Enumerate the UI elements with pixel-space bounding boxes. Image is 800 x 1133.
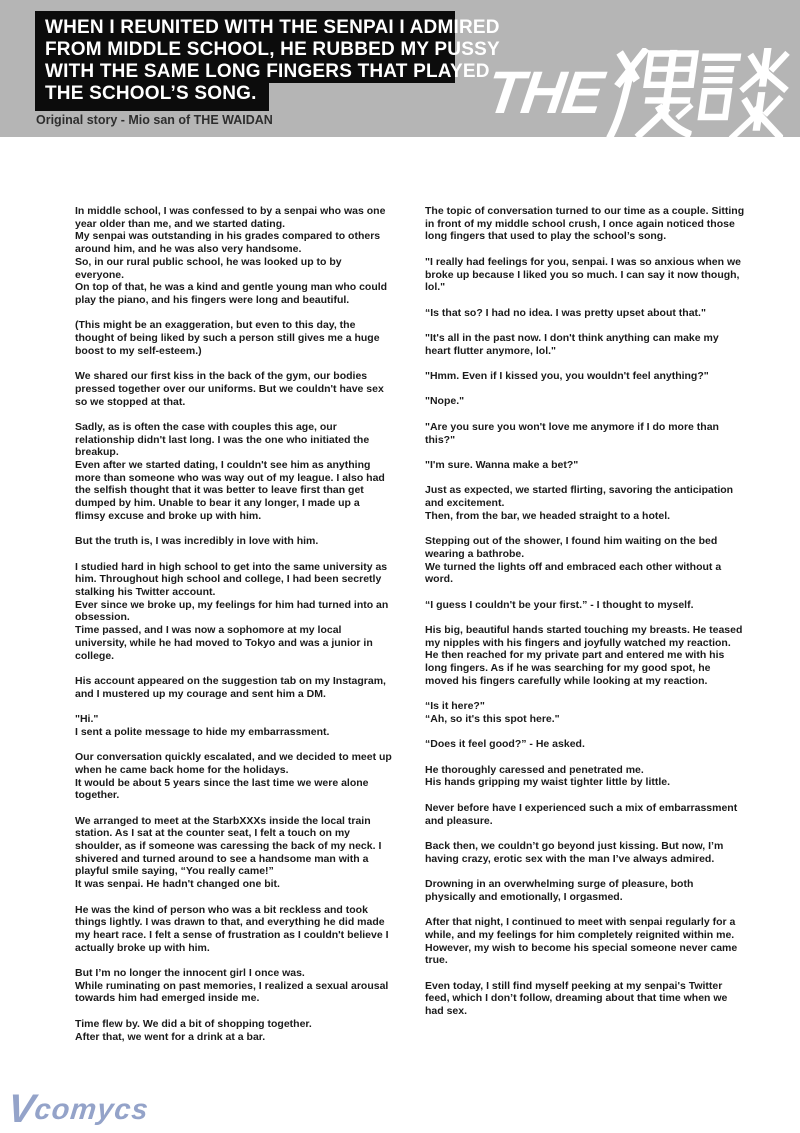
- text-line: He thoroughly caressed and penetrated me.: [425, 763, 644, 776]
- text-line: "It's all in the past now. I don't think anything can make my heart flutter anymore, lol.": [425, 331, 719, 357]
- text-line: After that, we went for a drink at a bar.: [75, 1030, 266, 1043]
- text-line: "I really had feelings for you, senpai. I was so anxious when we broke up because I liked you so much. I can say it now though, lol.": [425, 255, 741, 294]
- text-line: In middle school, I was confessed to by a senpai who was one year older than me, and we started dating.: [75, 205, 386, 230]
- text-line: While ruminating on past memories, I realized a sexual arousal towards him had emerged inside me.: [75, 979, 389, 1005]
- paragraph: [425, 916, 747, 967]
- paragraph: [425, 484, 747, 522]
- text-line: (This might be an exaggeration, but even to this day, the thought of being liked by such a person still gives me a huge boost to my self-esteem.): [75, 319, 380, 357]
- paragraph: [75, 751, 392, 802]
- paragraph: [425, 624, 747, 688]
- text-line: It would be about 5 years since the last time we were alone together.: [75, 776, 369, 802]
- text-line: But the truth is, I was incredibly in love with him.: [75, 535, 319, 548]
- text-line: “Is that so? I had no idea. I was pretty upset about that.": [425, 306, 706, 319]
- text-line: So, in our rural public school, he was looked up to by everyone.: [75, 255, 342, 281]
- paragraph: [75, 904, 392, 955]
- text-line: “Ah, so it's this spot here.": [425, 712, 560, 725]
- paragraph: [425, 980, 747, 1018]
- vcomycs-watermark: [5, 1087, 151, 1131]
- original-story-credit: Original story - Mio san of THE WAIDAN: [36, 113, 273, 127]
- text-line: Even after we started dating, I couldn't see him as anything more than someone who was way out of my league. I also had the selfish thought that it was better to leave first than get dumped by him. Unable to bear it any longer, I made up a flimsy excuse and broke up with him.: [75, 459, 385, 522]
- logo-kanji-waidan-icon: [599, 48, 796, 137]
- paragraph: [425, 764, 747, 789]
- paragraph: [75, 815, 392, 891]
- logo-latin-text: THE: [482, 59, 606, 126]
- text-line: Never before have I experienced such a mix of embarrassment and pleasure.: [425, 801, 738, 827]
- text-line: "I'm sure. Wanna make a bet?": [425, 458, 579, 471]
- paragraph: [425, 307, 747, 320]
- text-line: Time passed, and I was now a sophomore at my local university, while he had moved to Tokyo and was a junior in college.: [75, 624, 373, 662]
- text-line: "Hi.": [75, 713, 99, 726]
- paragraph: [425, 459, 747, 472]
- text-line: "Are you sure you won't love me anymore if I do more than this?": [425, 420, 719, 446]
- title-block: [35, 11, 500, 111]
- text-line: We turned the lights off and embraced each other without a word.: [425, 560, 722, 586]
- paragraph: [425, 332, 747, 357]
- paragraph: [75, 535, 392, 548]
- title-line-1: WHEN I REUNITED WITH THE SENPAI I ADMIRED: [45, 17, 500, 38]
- text-line: After that night, I continued to meet with senpai regularly for a while, and my feelings for him completely reignited within me. However, my wish to become his special someone never came true.: [425, 916, 738, 967]
- text-line: Our conversation quickly escalated, and we decided to meet up when he came back home for the holidays.: [75, 751, 392, 776]
- paragraph: [425, 599, 747, 612]
- title-box-last-line: [35, 83, 269, 111]
- text-line: Drowning in an overwhelming surge of pleasure, both physically and emotionally, I orgasmed.: [425, 878, 694, 903]
- text-line: Back then, we couldn’t go beyond just kissing. But now, I’m having crazy, erotic sex with the man I’ve always admired.: [425, 839, 724, 865]
- text-line: “Is it here?": [425, 700, 485, 713]
- text-line: "Hmm. Even if I kissed you, you wouldn't feel anything?": [425, 370, 709, 383]
- series-logo: [481, 48, 800, 137]
- text-line: But I’m no longer the innocent girl I once was.: [75, 967, 305, 980]
- text-line: Time flew by. We did a bit of shopping together.: [75, 1017, 312, 1030]
- text-line: His account appeared on the suggestion tab on my Instagram, and I mustered up my courage and sent him a DM.: [75, 674, 386, 700]
- paragraph: [75, 713, 392, 738]
- header-band: [0, 0, 800, 137]
- text-line: We shared our first kiss in the back of the gym, our bodies pressed together over our uniforms. But we couldn't have sex so we stopped at that.: [75, 370, 384, 408]
- text-line: Just as expected, we started flirting, savoring the anticipation and excitement.: [425, 484, 734, 510]
- text-line: “Does it feel good?” - He asked.: [425, 738, 585, 751]
- text-line: It was senpai. He hadn't changed one bit.: [75, 878, 280, 891]
- text-line: His hands gripping my waist tighter little by little.: [425, 776, 671, 789]
- watermark-rest: comycs: [32, 1094, 151, 1126]
- text-line: He was the kind of person who was a bit reckless and took things lightly. I was drawn to that, and everything he did made my heart race. I felt a sense of frustration as I couldn't believe I actually broke up with him.: [75, 903, 389, 954]
- paragraph: [425, 535, 747, 586]
- text-line: Sadly, as is often the case with couples this age, our relationship didn't last long. I was the one who initiated the breakup.: [75, 420, 370, 459]
- paragraph: [425, 421, 747, 446]
- text-line: On top of that, he was a kind and gentle young man who could play the piano, and his fingers were long and beautiful.: [75, 281, 388, 306]
- paragraph: [75, 421, 392, 523]
- text-line: I studied hard in high school to get into the same university as him. Throughout high school and college, I had been secretly stalking his Twitter account.: [75, 560, 388, 599]
- paragraph: [75, 967, 392, 1005]
- text-line: Stepping out of the shower, I found him waiting on the bed wearing a bathrobe.: [425, 535, 718, 560]
- paragraph: [75, 370, 392, 408]
- paragraph: [425, 395, 747, 408]
- title-line-3: WITH THE SAME LONG FINGERS THAT PLAYED: [45, 61, 490, 82]
- paragraph: [425, 370, 747, 383]
- text-line: We arranged to meet at the StarbXXXs inside the local train station. As I sat at the counter seat, I felt a touch on my shoulder, as if someone was caressing the back of my neck. I shivered and turned around to see a handsome man with a playful smile saying, “You really came!”: [75, 814, 382, 878]
- article-right-column: [425, 205, 747, 1030]
- paragraph: [425, 256, 747, 294]
- paragraph: [425, 878, 747, 903]
- paragraph: [75, 675, 392, 700]
- text-line: My senpai was outstanding in his grades compared to others around him, and he was also very handsome.: [75, 230, 381, 256]
- text-line: “I guess I couldn't be your first.” - I thought to myself.: [425, 598, 694, 611]
- paragraph: [75, 561, 392, 663]
- text-line: Ever since we broke up, my feelings for him had turned into an obsession.: [75, 598, 389, 624]
- text-line: Then, from the bar, we headed straight to a hotel.: [425, 509, 671, 522]
- text-line: The topic of conversation turned to our time as a couple. Sitting in front of my middle school crush, I once again noticed those long fingers that used to play the school’s song.: [425, 205, 745, 243]
- title-line-4: THE SCHOOL’S SONG.: [45, 83, 257, 104]
- paragraph: [425, 205, 747, 243]
- text-line: I sent a polite message to hide my embarrassment.: [75, 725, 330, 738]
- paragraph: [425, 738, 747, 751]
- paragraph: [425, 700, 747, 725]
- article-left-column: [75, 205, 392, 1056]
- paragraph: [75, 1018, 392, 1043]
- text-line: His big, beautiful hands started touching my breasts. He teased my nipples with his fingers and joyfully watched my reaction. He then reached for my private part and entered me with his long fingers. As if he was searching for my good spot, he moved his fingers carefully while looking at my reaction.: [425, 624, 743, 687]
- title-box: [35, 11, 500, 83]
- paragraph: [75, 205, 392, 307]
- paragraph: [425, 802, 747, 827]
- paragraph: [425, 840, 747, 865]
- text-line: "Nope.": [425, 395, 465, 408]
- text-line: Even today, I still find myself peeking at my senpai's Twitter feed, which I don’t follow, dreaming about that time when we had sex.: [425, 979, 728, 1017]
- paragraph: [75, 319, 392, 357]
- title-line-2: FROM MIDDLE SCHOOL, HE RUBBED MY PUSSY: [45, 39, 500, 60]
- watermark-initial: V: [5, 1087, 38, 1131]
